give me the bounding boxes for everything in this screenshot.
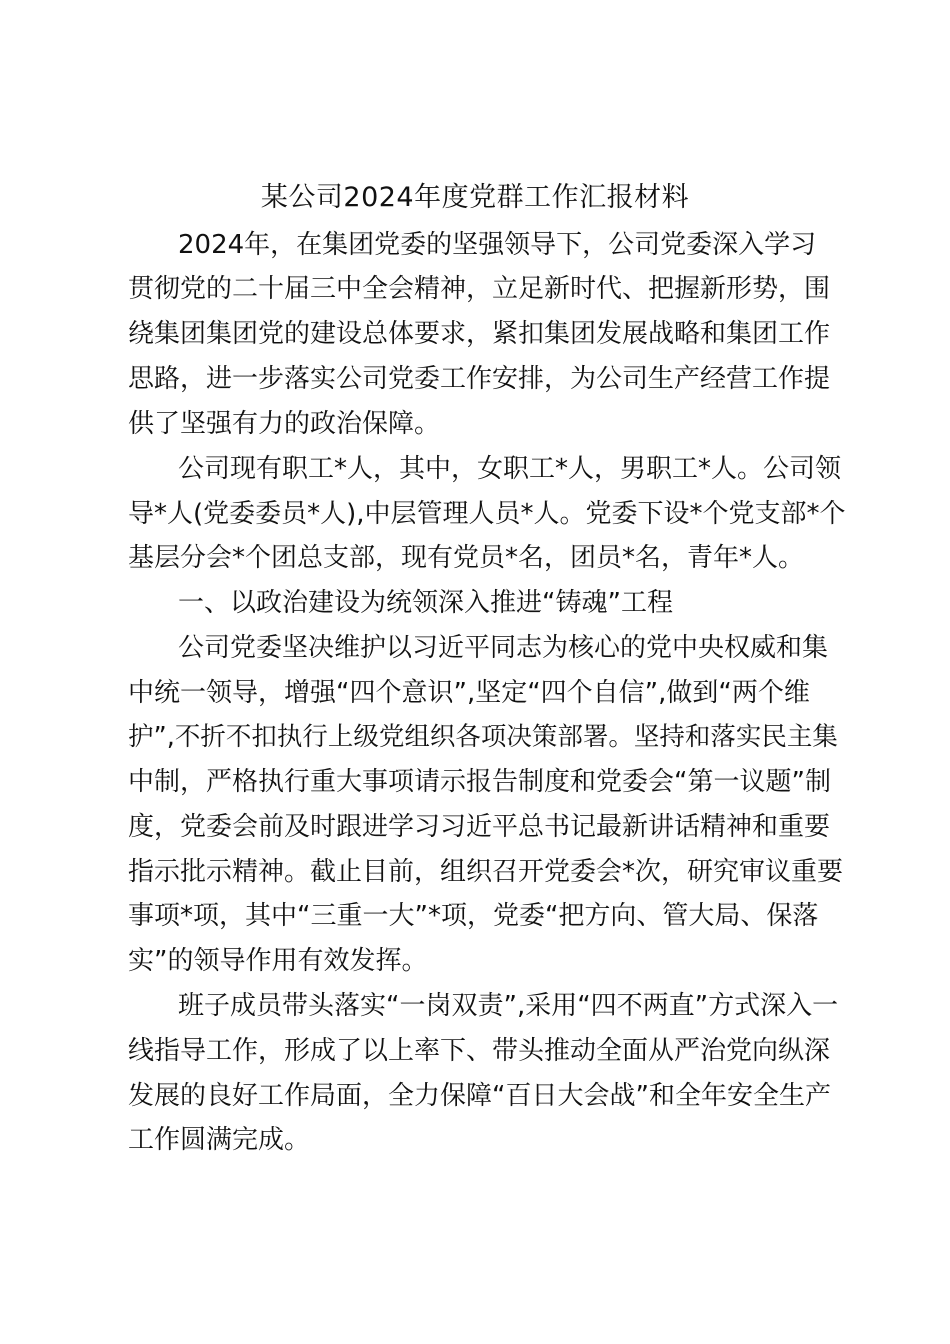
paragraph-3-line-2: 中统一领导，增强“四个意识”,坚定“四个自信”,做到“两个维 [128,678,810,708]
document-title: 某公司2024年度党群工作汇报材料 [260,182,690,213]
paragraph-1-line-4: 思路，进一步落实公司党委工作安排，为公司生产经营工作提 [128,364,831,394]
paragraph-3-line-6: 指示批示精神。截止目前，组织召开党委会*次，研究审议重要 [128,857,844,887]
paragraph-1-line-5: 供了坚强有力的政治保障。 [128,409,441,439]
paragraph-1-line-1: 2024年，在集团党委的坚强领导下，公司党委深入学习 [178,230,817,260]
paragraph-3-line-4: 中制，严格执行重大事项请示报告制度和党委会“第一议题”制 [128,767,831,797]
paragraph-2-line-3: 基层分会*个团总支部，现有党员*名，团员*名，青年*人。 [128,543,805,573]
paragraph-2-line-1: 公司现有职工*人，其中，女职工*人，男职工*人。公司领 [178,454,842,484]
paragraph-4-line-4: 工作圆满完成。 [128,1125,311,1155]
section-heading-1: 一、以政治建设为统领深入推进“铸魂”工程 [178,588,673,618]
paragraph-3-line-8: 实”的领导作用有效发挥。 [128,946,428,976]
paragraph-3-line-1: 公司党委坚决维护以习近平同志为核心的党中央权威和集 [178,633,829,663]
paragraph-4-line-1: 班子成员带头落实“一岗双责”,采用“四不两直”方式深入一 [178,991,839,1021]
paragraph-1-line-3: 绕集团集团党的建设总体要求，紧扣集团发展战略和集团工作 [128,319,831,349]
paragraph-1-line-2: 贯彻党的二十届三中全会精神，立足新时代、把握新形势，围 [128,274,831,304]
paragraph-3-line-5: 度，党委会前及时跟进学习习近平总书记最新讲话精神和重要 [128,812,831,842]
paragraph-4-line-2: 线指导工作，形成了以上率下、带头推动全面从严治党向纵深 [128,1036,831,1066]
paragraph-2-line-2: 导*人(党委委员*人),中层管理人员*人。党委下设*个党支部*个 [128,499,846,529]
paragraph-4-line-3: 发展的良好工作局面，全力保障“百日大会战”和全年安全生产 [128,1081,831,1111]
paragraph-3-line-7: 事项*项，其中“三重一大”*项，党委“把方向、管大局、保落 [128,901,819,931]
paragraph-3-line-3: 护”,不折不扣执行上级党组织各项决策部署。坚持和落实民主集 [128,722,838,752]
